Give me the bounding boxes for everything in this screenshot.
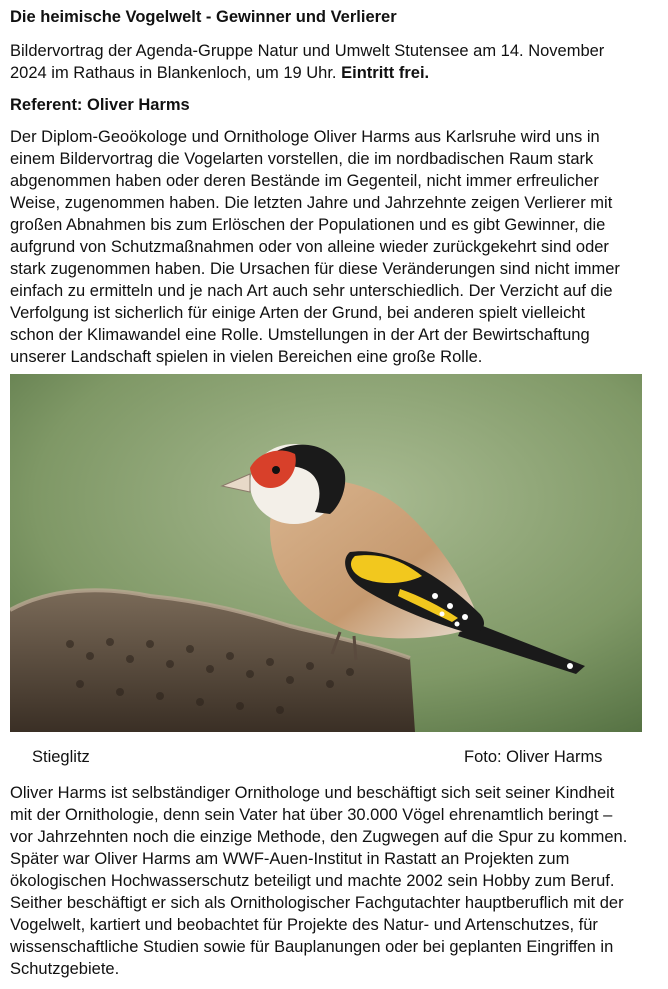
article-title: Die heimische Vogelwelt - Gewinner und Verlierer [10,8,397,26]
paragraph-line: abgenommen haben oder deren Bestände im Gegenteil, nicht immer erfreulicher [10,172,599,190]
event-intro [10,40,658,84]
paragraph-line: aufgrund von Schutzmaßnahmen oder von alleine wieder zurückgekehrt sind oder [10,238,609,256]
speaker-heading: Referent: Oliver Harms [10,96,190,114]
paragraph-line: einfach zu ermitteln und je nach Art auch sehr unterschiedlich. Der Verzicht auf die [10,282,613,300]
paragraph-line: vor Jahrzehnten noch die einzige Methode, den Zugwegen auf die Spur zu kommen. [10,828,628,846]
paragraph-line: großen Abnahmen bis zum Erlöschen der Populationen und es gibt Gewinner, die [10,216,606,234]
paragraph-line: stark zugenommen haben. Die Ursachen für diese Veränderungen sind nicht immer [10,260,620,278]
paragraph-line: Oliver Harms ist selbständiger Ornithologe und beschäftigt sich seit seiner Kindheit [10,784,615,802]
paragraph-line: Der Diplom-Geoökologe und Ornithologe Oliver Harms aus Karlsruhe wird uns in [10,128,600,146]
intro-line-2-text: 2024 im Rathaus in Blankenloch, um 19 Uhr. [10,64,342,82]
bird-eye [272,466,280,474]
paragraph-line: Weise, zugenommen haben. Die letzten Jahre und Jahrzehnte zeigen Verlierer mit [10,194,613,212]
photo-caption-species: Stieglitz [32,748,90,766]
paragraph-biography [10,782,658,980]
goldfinch-photo [10,374,642,732]
intro-line-2 [10,62,658,84]
goldfinch-illustration [10,374,642,732]
admission-free: Eintritt frei. [341,64,430,82]
photo-credit: Foto: Oliver Harms [464,748,603,766]
paragraph-line: wissenschaftliche Studien sowie für Bauplanungen oder bei geplanten Eingriffen in [10,938,614,956]
paragraph-line: mit der Ornithologie, denn sein Vater hat über 30.000 Vögel ehrenamtlich beringt – [10,806,613,824]
paragraph-line: Seither beschäftigt er sich als Ornithologischer Fachgutachter hauptberuflich mit der [10,894,624,912]
paragraph-line: unserer Landschaft spielen in vielen Bereichen eine große Rolle. [10,348,483,366]
paragraph-line: Schutzgebiete. [10,960,120,978]
paragraph-line: ökologischen Hochwasserschutz beteiligt und machte 2002 sein Hobby zum Beruf. [10,872,615,890]
paragraph-line: Verfolgung ist sicherlich für einige Arten der Grund, bei anderen spielt vielleicht [10,304,586,322]
paragraph-line: Später war Oliver Harms am WWF-Auen-Institut in Rastatt an Projekten zum [10,850,570,868]
paragraph-lecture [10,126,658,368]
paragraph-line: Vogelwelt, kartiert und beobachtet für Projekte des Natur- und Artenschutzes, für [10,916,598,934]
intro-line-1: Bildervortrag der Agenda-Gruppe Natur und Umwelt Stutensee am 14. November [10,42,605,60]
paragraph-line: einem Bildervortrag die Vogelarten vorstellen, die im nordbadischen Raum stark [10,150,594,168]
paragraph-line: schon der Klimawandel eine Rolle. Umstellungen in der Art der Bewirtschaftung [10,326,590,344]
